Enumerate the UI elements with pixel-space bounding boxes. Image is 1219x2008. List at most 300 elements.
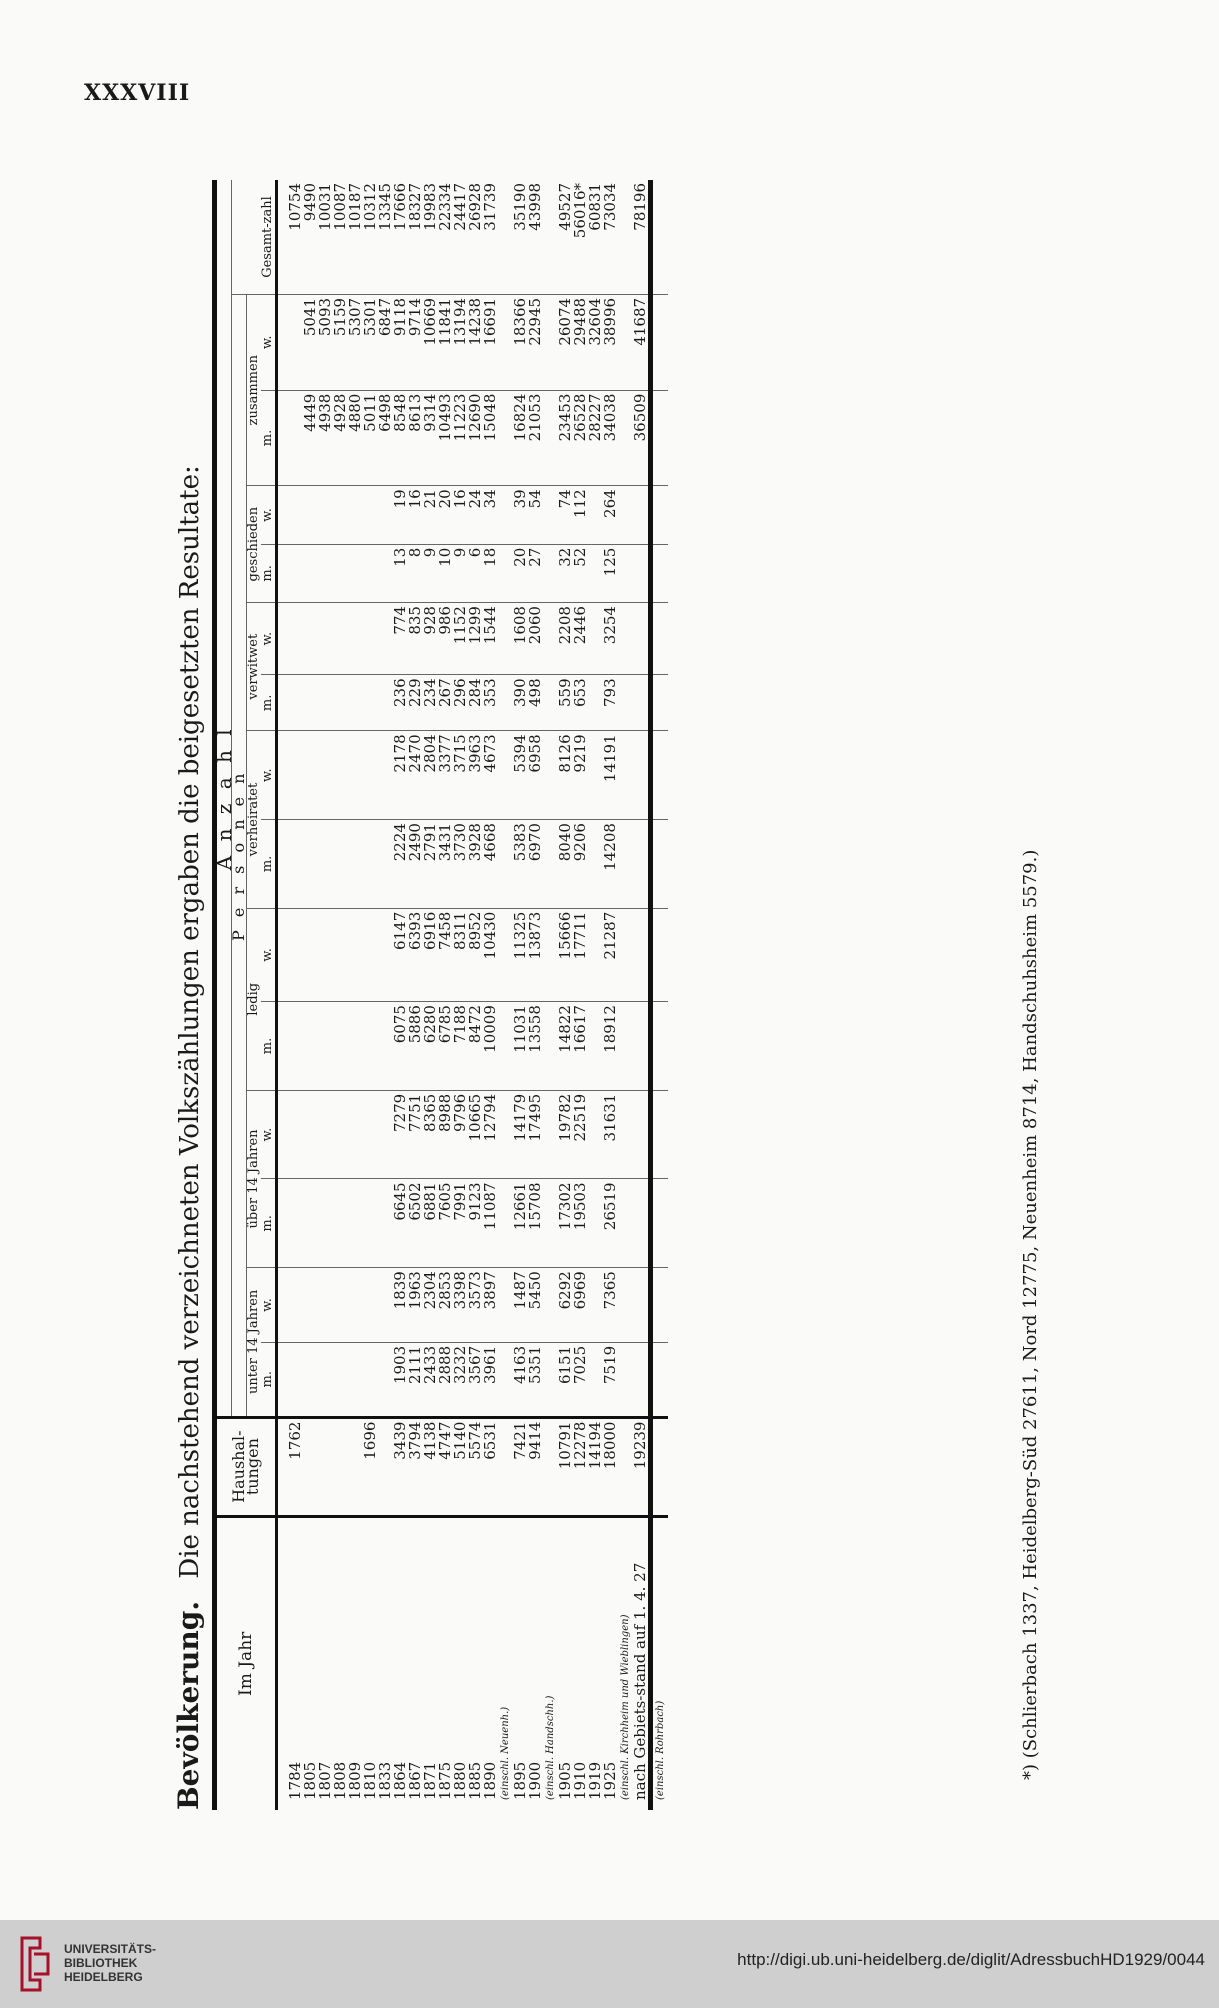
cell-vw: 8126 xyxy=(558,731,573,820)
w-header: w. xyxy=(261,1268,277,1343)
cell-o14w xyxy=(348,1090,363,1179)
cell-gw: 16 xyxy=(453,486,468,544)
cell-gw xyxy=(348,486,363,544)
cell-zw: 41687 xyxy=(633,294,651,390)
unter14-header: unter 14 Jahren xyxy=(247,1268,262,1417)
cell-vm xyxy=(348,820,363,909)
table-row xyxy=(633,180,651,1810)
cell-ww: 774 xyxy=(393,603,408,675)
cell-o14w xyxy=(318,1090,333,1179)
cell-zm: 23453 xyxy=(558,390,573,486)
cell-u14m: 3961 xyxy=(483,1342,498,1417)
cell-gw xyxy=(633,486,651,544)
cell-vm: 2490 xyxy=(408,820,423,909)
cell-lw xyxy=(348,908,363,1001)
cell-total: 19983 xyxy=(423,180,438,294)
cell-vw: 3715 xyxy=(453,731,468,820)
year-cell: 1833 xyxy=(376,1761,394,1800)
cell-lm: 14822 xyxy=(558,1002,573,1091)
cell-zw: 5307 xyxy=(348,294,363,390)
cell-zw: 6847 xyxy=(378,294,393,390)
cell-gm xyxy=(363,544,378,602)
cell-vm: 9206 xyxy=(573,820,588,909)
cell-total: 78196 xyxy=(633,180,651,294)
cell-lm: 10009 xyxy=(483,1002,498,1091)
cell-wm xyxy=(303,675,318,731)
cell-u14w: 1487 xyxy=(513,1268,528,1343)
cell-hh: 14194 xyxy=(588,1417,603,1516)
source-url[interactable]: http://digi.ub.uni-heidelberg.de/diglit/AdressbuchHD1929/0044 xyxy=(737,1950,1205,1969)
cell-zw: 5301 xyxy=(363,294,378,390)
cell-o14m xyxy=(288,1179,303,1268)
cell-wm: 653 xyxy=(573,675,588,731)
year-note: (einschl. Neuenh.) xyxy=(500,1706,511,1800)
cell-ww: 3254 xyxy=(603,603,618,675)
cell-zw: 10669 xyxy=(423,294,438,390)
cell-vw xyxy=(303,731,318,820)
col-year-header: Im Jahr xyxy=(215,1516,277,1810)
cell-ww: 2446 xyxy=(573,603,588,675)
cell-u14w: 3573 xyxy=(468,1268,483,1343)
cell-lm xyxy=(333,1002,348,1091)
cell-u14w xyxy=(348,1268,363,1343)
zusammen-header: zusammen xyxy=(247,294,262,485)
cell-vm: 14208 xyxy=(603,820,618,909)
cell-ww: 1608 xyxy=(513,603,528,675)
cell-o14w xyxy=(288,1090,303,1179)
cell-zm: 4938 xyxy=(318,390,333,486)
cell-vm: 3928 xyxy=(468,820,483,909)
cell-vw xyxy=(633,731,651,820)
cell-total: 10754 xyxy=(288,180,303,294)
library-name xyxy=(64,1942,156,1984)
cell-u14m: 4163 xyxy=(513,1342,528,1417)
m-header: m. xyxy=(261,544,277,602)
cell-u14m: 2111 xyxy=(408,1342,423,1417)
cell-wm xyxy=(333,675,348,731)
cell-u14m xyxy=(318,1342,333,1417)
year-cell: 1805 xyxy=(301,1761,319,1800)
cell-ww xyxy=(333,603,348,675)
population-table xyxy=(212,180,668,1810)
cell-o14m: 12661 xyxy=(513,1179,528,1268)
cell-ww xyxy=(288,603,303,675)
cell-o14m: 6645 xyxy=(393,1179,408,1268)
cell-u14m: 3232 xyxy=(453,1342,468,1417)
cell-u14w: 6292 xyxy=(558,1268,573,1343)
cell-o14w: 22519 xyxy=(573,1090,588,1179)
col-households-header: Haushal-tungen xyxy=(215,1417,277,1516)
cell-ww xyxy=(633,603,651,675)
cell-lm: 11031 xyxy=(513,1002,528,1091)
cell-zm: 28227 xyxy=(588,390,603,486)
cell-vm: 3730 xyxy=(453,820,468,909)
cell-hh: 12278 xyxy=(573,1417,588,1516)
cell-zw: 32604 xyxy=(588,294,603,390)
cell-zm: 6498 xyxy=(378,390,393,486)
cell-vw: 3963 xyxy=(468,731,483,820)
cell-zm: 16824 xyxy=(513,390,528,486)
cell-wm: 559 xyxy=(558,675,573,731)
section-intro: Die nachstehend verzeichneten Volkszählungen ergaben die beigesetzten Resultate: xyxy=(175,465,205,1579)
cell-gw xyxy=(318,486,333,544)
cell-wm: 284 xyxy=(468,675,483,731)
cell-o14w xyxy=(303,1090,318,1179)
cell-ww: 2060 xyxy=(528,603,543,675)
cell-zm: 12690 xyxy=(468,390,483,486)
cell-wm: 296 xyxy=(453,675,468,731)
cell-wm xyxy=(288,675,303,731)
cell-zm: 9314 xyxy=(423,390,438,486)
cell-o14w: 8988 xyxy=(438,1090,453,1179)
cell-lm xyxy=(303,1002,318,1091)
cell-o14w: 8365 xyxy=(423,1090,438,1179)
cell-o14w: 12794 xyxy=(483,1090,498,1179)
cell-o14m xyxy=(318,1179,333,1268)
cell-u14w: 7365 xyxy=(603,1268,618,1343)
cell-gw: 54 xyxy=(528,486,543,544)
year-cell: 1925 xyxy=(601,1761,619,1800)
year-cell: 1895 xyxy=(511,1761,529,1800)
cell-vw: 9219 xyxy=(573,731,588,820)
cell-vm: 3431 xyxy=(438,820,453,909)
cell-gm: 32 xyxy=(558,544,573,602)
m-header: m. xyxy=(261,820,277,909)
year-cell: 1807 xyxy=(316,1761,334,1800)
cell-u14m: 3567 xyxy=(468,1342,483,1417)
cell-gm: 125 xyxy=(603,544,618,602)
cell-total: 43998 xyxy=(528,180,543,294)
cell-lw: 13873 xyxy=(528,908,543,1001)
rotated-table-area xyxy=(160,120,1100,1820)
w-header: w. xyxy=(261,486,277,544)
cell-zm: 10493 xyxy=(438,390,453,486)
cell-gw: 19 xyxy=(393,486,408,544)
library-name-line: HEIDELBERG xyxy=(64,1970,143,1984)
cell-total: 22334 xyxy=(438,180,453,294)
cell-hh: 5140 xyxy=(453,1417,468,1516)
cell-hh: 9414 xyxy=(528,1417,543,1516)
cell-wm: 353 xyxy=(483,675,498,731)
cell-zw: 5041 xyxy=(303,294,318,390)
personen-header: P e r s o n e n xyxy=(232,294,247,1417)
cell-vm: 4668 xyxy=(483,820,498,909)
cell-lw xyxy=(288,908,303,1001)
cell-vm xyxy=(288,820,303,909)
cell-vm xyxy=(318,820,333,909)
ledig-header: ledig xyxy=(247,908,262,1090)
cell-hh: 6531 xyxy=(483,1417,498,1516)
cell-u14w xyxy=(333,1268,348,1343)
library-logo-icon xyxy=(18,1934,52,1994)
cell-lm xyxy=(348,1002,363,1091)
cell-total: 56016* xyxy=(573,180,588,294)
cell-zw: 29488 xyxy=(573,294,588,390)
cell-lm xyxy=(318,1002,333,1091)
cell-zw: 26074 xyxy=(558,294,573,390)
cell-gm: 9 xyxy=(453,544,468,602)
cell-u14m xyxy=(363,1342,378,1417)
cell-zm: 34038 xyxy=(603,390,618,486)
cell-u14w: 2304 xyxy=(423,1268,438,1343)
cell-gw xyxy=(303,486,318,544)
cell-wm: 229 xyxy=(408,675,423,731)
cell-u14m xyxy=(288,1342,303,1417)
cell-vm xyxy=(363,820,378,909)
w-header: w. xyxy=(261,908,277,1001)
cell-o14w xyxy=(363,1090,378,1179)
cell-u14w: 3897 xyxy=(483,1268,498,1343)
w-header: w. xyxy=(261,294,277,390)
year-cell: 1885 xyxy=(466,1761,484,1800)
cell-o14m: 15708 xyxy=(528,1179,543,1268)
cell-u14w: 2853 xyxy=(438,1268,453,1343)
cell-lm xyxy=(633,1002,651,1091)
cell-u14m: 7519 xyxy=(603,1342,618,1417)
cell-vw xyxy=(348,731,363,820)
cell-hh: 19239 xyxy=(633,1417,651,1516)
cell-hh xyxy=(303,1417,318,1516)
cell-u14m xyxy=(348,1342,363,1417)
library-name-line: BIBLIOTHEK xyxy=(64,1956,138,1970)
m-header: m. xyxy=(261,1002,277,1091)
cell-zw: 16691 xyxy=(483,294,498,390)
cell-lm: 8472 xyxy=(468,1002,483,1091)
m-header: m. xyxy=(261,390,277,486)
cell-vw xyxy=(333,731,348,820)
cell-gm xyxy=(288,544,303,602)
cell-gm xyxy=(633,544,651,602)
cell-u14w: 1963 xyxy=(408,1268,423,1343)
cell-vw: 2804 xyxy=(423,731,438,820)
cell-hh xyxy=(318,1417,333,1516)
table-row xyxy=(483,180,498,1810)
cell-vw: 2470 xyxy=(408,731,423,820)
cell-vw: 3377 xyxy=(438,731,453,820)
w-header: w. xyxy=(261,1090,277,1179)
cell-wm: 267 xyxy=(438,675,453,731)
cell-u14m xyxy=(303,1342,318,1417)
cell-o14m: 17302 xyxy=(558,1179,573,1268)
cell-o14m xyxy=(633,1179,651,1268)
cell-gw: 34 xyxy=(483,486,498,544)
cell-gm: 8 xyxy=(408,544,423,602)
note-row xyxy=(651,180,669,1810)
cell-ww xyxy=(348,603,363,675)
cell-vm: 5383 xyxy=(513,820,528,909)
cell-gm xyxy=(318,544,333,602)
cell-zw: 18366 xyxy=(513,294,528,390)
table-row xyxy=(528,180,543,1810)
cell-lm: 6075 xyxy=(393,1002,408,1091)
m-header: m. xyxy=(261,1342,277,1417)
cell-gw xyxy=(363,486,378,544)
year-cell: 1864 xyxy=(391,1761,409,1800)
cell-hh: 5574 xyxy=(468,1417,483,1516)
cell-o14w: 31631 xyxy=(603,1090,618,1179)
cell-o14m: 7605 xyxy=(438,1179,453,1268)
cell-zm: 4449 xyxy=(303,390,318,486)
cell-lw: 6393 xyxy=(408,908,423,1001)
cell-u14w: 5450 xyxy=(528,1268,543,1343)
cell-zm: 26528 xyxy=(573,390,588,486)
w-header: w. xyxy=(261,603,277,675)
cell-zw: 9118 xyxy=(393,294,408,390)
cell-gm: 9 xyxy=(423,544,438,602)
year-cell: 1875 xyxy=(436,1761,454,1800)
cell-o14w: 9796 xyxy=(453,1090,468,1179)
cell-gw: 16 xyxy=(408,486,423,544)
cell-o14m xyxy=(363,1179,378,1268)
cell-vm: 6970 xyxy=(528,820,543,909)
cell-ww: 986 xyxy=(438,603,453,675)
cell-lw: 6916 xyxy=(423,908,438,1001)
cell-total: 73034 xyxy=(603,180,618,294)
cell-lw: 8311 xyxy=(453,908,468,1001)
cell-gw: 39 xyxy=(513,486,528,544)
cell-zw: 22945 xyxy=(528,294,543,390)
year-cell: 1871 xyxy=(421,1761,439,1800)
cell-hh: 3439 xyxy=(393,1417,408,1516)
w-header: w. xyxy=(261,731,277,820)
cell-zm: 15048 xyxy=(483,390,498,486)
cell-u14w xyxy=(363,1268,378,1343)
cell-gm: 13 xyxy=(393,544,408,602)
table-body xyxy=(277,180,669,1810)
year-cell: 1890 xyxy=(481,1761,499,1800)
cell-u14m xyxy=(633,1342,651,1417)
verheiratet-header: verheiratet xyxy=(247,731,262,908)
cell-total: 9490 xyxy=(303,180,318,294)
page-number: XXXVIII xyxy=(84,80,191,106)
cell-vw: 14191 xyxy=(603,731,618,820)
cell-lm xyxy=(288,1002,303,1091)
cell-lw: 17711 xyxy=(573,908,588,1001)
cell-lw: 7458 xyxy=(438,908,453,1001)
cell-total: 10031 xyxy=(318,180,333,294)
cell-lm: 13558 xyxy=(528,1002,543,1091)
cell-ww: 1299 xyxy=(468,603,483,675)
cell-u14w xyxy=(303,1268,318,1343)
cell-o14w xyxy=(633,1090,651,1179)
verwitwet-header: verwitwet xyxy=(247,603,262,731)
cell-lm: 7188 xyxy=(453,1002,468,1091)
cell-gw: 21 xyxy=(423,486,438,544)
year-note: (einschl. Kirchheim und Wieblingen) xyxy=(620,1614,631,1800)
cell-gw xyxy=(288,486,303,544)
col-total-header: Gesamt-zahl xyxy=(232,180,277,294)
cell-zm: 8548 xyxy=(393,390,408,486)
cell-wm: 390 xyxy=(513,675,528,731)
year-cell: 1784 xyxy=(286,1761,304,1800)
cell-hh xyxy=(333,1417,348,1516)
cell-gw: 264 xyxy=(603,486,618,544)
cell-lw xyxy=(333,908,348,1001)
cell-gm: 27 xyxy=(528,544,543,602)
cell-u14w: 6969 xyxy=(573,1268,588,1343)
cell-wm xyxy=(363,675,378,731)
cell-total: 13345 xyxy=(378,180,393,294)
cell-o14m: 26519 xyxy=(603,1179,618,1268)
cell-ww: 1544 xyxy=(483,603,498,675)
cell-o14m: 19503 xyxy=(573,1179,588,1268)
cell-lw: 15666 xyxy=(558,908,573,1001)
m-header: m. xyxy=(261,1179,277,1268)
cell-total: 35190 xyxy=(513,180,528,294)
cell-lm: 18912 xyxy=(603,1002,618,1091)
cell-zw: 9714 xyxy=(408,294,423,390)
cell-o14m: 11087 xyxy=(483,1179,498,1268)
cell-ww: 835 xyxy=(408,603,423,675)
cell-total: 17666 xyxy=(393,180,408,294)
cell-vw xyxy=(318,731,333,820)
cell-gm: 52 xyxy=(573,544,588,602)
year-cell: 1867 xyxy=(406,1761,424,1800)
cell-lw: 11325 xyxy=(513,908,528,1001)
table-row xyxy=(603,180,618,1810)
cell-o14m: 9123 xyxy=(468,1179,483,1268)
cell-zm: 4880 xyxy=(348,390,363,486)
year-cell: nach Gebiets-stand auf 1. 4. 27 xyxy=(633,1516,651,1810)
cell-o14m: 6502 xyxy=(408,1179,423,1268)
cell-vm xyxy=(303,820,318,909)
cell-gm: 6 xyxy=(468,544,483,602)
cell-gw: 74 xyxy=(558,486,573,544)
year-note: (einschl. Rohrbach) xyxy=(655,1700,666,1800)
cell-total: 31739 xyxy=(483,180,498,294)
cell-lm xyxy=(363,1002,378,1091)
cell-vw: 6958 xyxy=(528,731,543,820)
cell-lw xyxy=(363,908,378,1001)
cell-u14m: 2888 xyxy=(438,1342,453,1417)
cell-total: 26928 xyxy=(468,180,483,294)
cell-u14m: 2433 xyxy=(423,1342,438,1417)
cell-vm: 2224 xyxy=(393,820,408,909)
cell-lm: 6785 xyxy=(438,1002,453,1091)
cell-hh: 10791 xyxy=(558,1417,573,1516)
cell-hh: 4747 xyxy=(438,1417,453,1516)
cell-gw xyxy=(333,486,348,544)
cell-o14m xyxy=(333,1179,348,1268)
footnote: *) (Schlierbach 1337, Heidelberg-Süd 27611, Nord 12775, Neuenheim 8714, Handschuhsheim 5579.) xyxy=(1020,849,1041,1780)
cell-ww: 928 xyxy=(423,603,438,675)
cell-lm: 5886 xyxy=(408,1002,423,1091)
cell-gm xyxy=(348,544,363,602)
m-header: m. xyxy=(261,675,277,731)
cell-total: 18327 xyxy=(408,180,423,294)
cell-hh: 18000 xyxy=(603,1417,618,1516)
cell-lw: 10430 xyxy=(483,908,498,1001)
cell-hh: 3794 xyxy=(408,1417,423,1516)
cell-wm xyxy=(633,675,651,731)
year-cell: 1910 xyxy=(571,1761,589,1800)
cell-vm: 8040 xyxy=(558,820,573,909)
cell-gw: 112 xyxy=(573,486,588,544)
cell-wm: 234 xyxy=(423,675,438,731)
cell-ww: 2208 xyxy=(558,603,573,675)
cell-vw: 2178 xyxy=(393,731,408,820)
cell-wm: 236 xyxy=(393,675,408,731)
cell-o14m xyxy=(303,1179,318,1268)
cell-zm: 11223 xyxy=(453,390,468,486)
year-cell: 1880 xyxy=(451,1761,469,1800)
cell-o14w: 7751 xyxy=(408,1090,423,1179)
cell-gm xyxy=(333,544,348,602)
cell-wm xyxy=(318,675,333,731)
ueber14-header: über 14 Jahren xyxy=(247,1090,262,1267)
cell-o14m: 6881 xyxy=(423,1179,438,1268)
cell-u14w: 3398 xyxy=(453,1268,468,1343)
